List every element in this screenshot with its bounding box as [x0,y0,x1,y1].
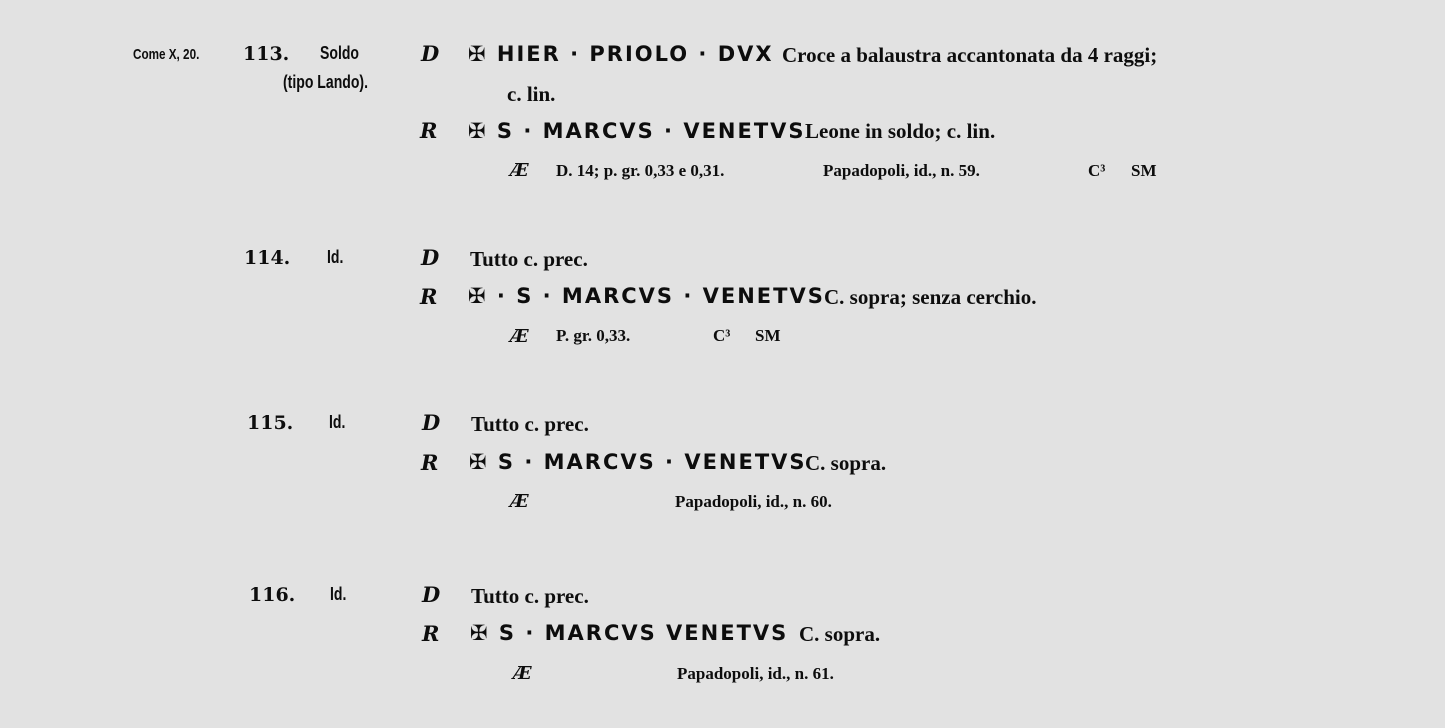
denomination: Id. [330,584,347,604]
entry-number: 113. [243,43,290,65]
entry-number: 116. [249,584,296,606]
reverse-legend: ✠ S · MARCVS · VENETVS [469,450,807,474]
rarity: C³ [713,326,731,345]
denomination: Id. [329,412,346,432]
obverse-siglum: D [422,582,441,607]
reverse-description: Leone in soldo; c. lin. [805,119,996,143]
reverse-siglum: R [420,118,438,143]
weight-details: D. 14; p. gr. 0,33 e 0,31. [556,161,725,180]
metal-symbol: Æ [510,491,529,512]
obverse-legend: ✠ HIER · PRIOLO · DVX [468,42,774,66]
obverse-siglum: D [421,245,440,270]
reverse-legend: ✠ S · MARCVS VENETVS [470,621,789,645]
reverse-description: C. sopra. [799,622,881,646]
denomination: Id. [327,247,344,267]
cross-reference: Come X, 20. [133,46,200,63]
reverse-legend: ✠ · S · MARCVS · VENETVS [468,284,825,308]
obverse-description: Tutto c. prec. [470,247,588,271]
entry-number: 115. [247,412,294,434]
obverse-description: Tutto c. prec. [471,584,589,608]
source-reference: Papadopoli, id., n. 59. [823,161,980,180]
source-reference: Papadopoli, id., n. 60. [675,492,832,511]
metal-symbol: Æ [510,326,529,347]
obverse-siglum: D [421,41,440,66]
reverse-siglum: R [421,450,439,475]
denomination: Soldo [320,43,359,63]
obverse-description: Tutto c. prec. [471,412,589,436]
reverse-description: C. sopra. [805,451,887,475]
collection: SM [755,326,781,345]
rarity: C³ [1088,161,1106,180]
reverse-description: C. sopra; senza cerchio. [824,285,1037,309]
metal-symbol: Æ [513,663,532,684]
metal-symbol: Æ [510,160,529,181]
weight-details: P. gr. 0,33. [556,326,631,345]
obverse-description-cont: c. lin. [507,82,556,106]
obverse-siglum: D [422,410,441,435]
obverse-description: Croce a balaustra accantonata da 4 raggi; [782,43,1158,67]
reverse-siglum: R [420,284,438,309]
entry-number: 114. [244,247,291,269]
collection: SM [1131,161,1157,180]
reverse-siglum: R [422,621,440,646]
reverse-legend: ✠ S · MARCVS · VENETVS [468,119,806,143]
source-reference: Papadopoli, id., n. 61. [677,664,834,683]
denomination-type: (tipo Lando). [283,72,368,92]
